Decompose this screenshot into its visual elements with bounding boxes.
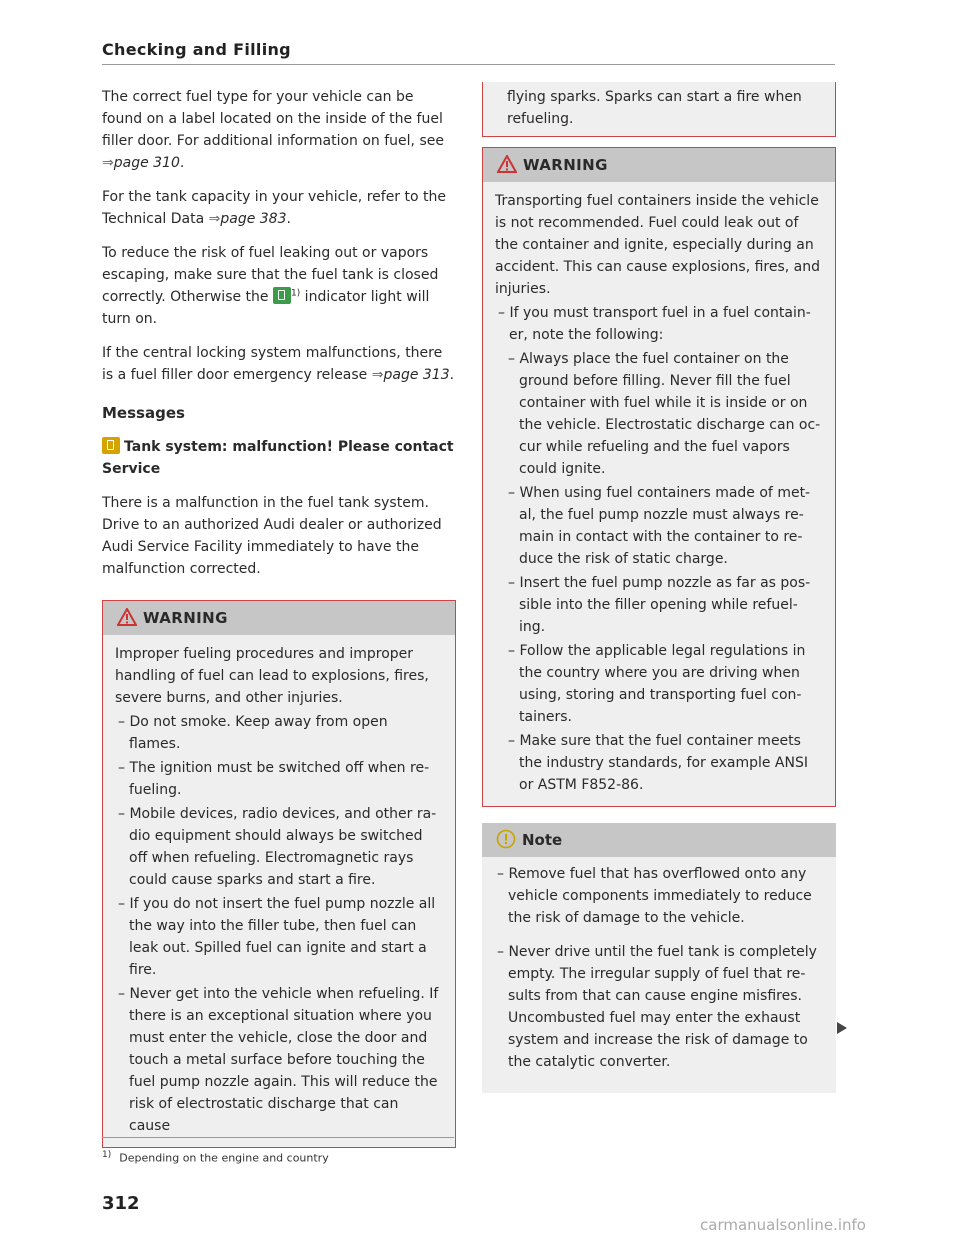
fuel-warning-icon	[102, 437, 120, 454]
warning-continuation: flying sparks. Sparks can start a fire when refueling.	[482, 82, 836, 137]
section-title: Checking and Filling	[102, 40, 291, 59]
paragraph-fuel-tank-closed: To reduce the risk of fuel leaking out or vapors escaping, make sure that the fuel tank is closed correctly. Otherwise the $^{1)}$ indicator light will turn on.	[102, 245, 439, 327]
warning-subitem: – When using fuel containers made of met-al, the fuel pump nozzle must always re-main in contact with the container to re-duce the risk of static charge.	[508, 485, 811, 567]
message-title: Tank system: malfunction! Please contact Service	[102, 439, 454, 477]
note-item: – Never drive until the fuel tank is completely empty. The irregular supply of fuel that re-sults from that can cause engine misfires. Uncombusted fuel may enter the exhaust system and increase the risk of damage to the catalytic converter.	[497, 944, 817, 1070]
warning-intro: Transporting fuel containers inside the vehicle is not recommended. Fuel could leak out of the container and ignite, especially during an accident. This can cause explosions, fires, and injuries.	[495, 193, 821, 297]
right-column	[482, 86, 836, 1093]
paragraph-emergency-release: If the central locking system malfunctions, there is a fuel filler door emergency release ⇒page 313.	[102, 345, 455, 383]
footnote: $^{1)}$ Depending on the engine and country	[102, 1150, 329, 1165]
note-box	[482, 823, 836, 1093]
left-column	[102, 86, 456, 1148]
fuel-indicator-icon	[273, 287, 291, 304]
warning-box	[482, 147, 836, 807]
note-header: Note	[482, 823, 836, 857]
message-body: There is a malfunction in the fuel tank system. Drive to an authorized Audi dealer or authorized Audi Service Facility immediately to have the malfunction corrected.	[102, 495, 442, 577]
note-body	[482, 857, 836, 1093]
page-number: 312	[102, 1193, 140, 1214]
warning-subitem: – Always place the fuel container on the ground before filling. Never fill the fuel container with fuel while it is inside or on the vehicle. Electrostatic discharge can oc-cur while refueling and the fuel vapors could ignite.	[508, 351, 821, 477]
warning-box	[102, 600, 456, 1148]
warning-subitem: – Follow the applicable legal regulations in the country where you are driving when using, storing and transporting fuel con-tainers.	[508, 643, 806, 725]
arrow-right-icon: ⇒	[208, 211, 221, 227]
warning-triangle-icon	[497, 155, 517, 173]
warning-item: – Never get into the vehicle when refueling. If there is an exceptional situation where you must enter the vehicle, close the door and touch a metal surface before touching the fuel pump nozzle again. This will reduce the risk of electrostatic discharge that can cause	[118, 986, 439, 1134]
warning-item: – Mobile devices, radio devices, and other ra-dio equipment should always be switched off when refueling. Electromagnetic rays could cause sparks and start a fire.	[118, 806, 437, 888]
footnote-divider	[102, 1137, 454, 1138]
note-item: – Remove fuel that has overflowed onto any vehicle components immediately to reduce the risk of damage to the vehicle.	[497, 866, 812, 926]
messages-heading: Messages	[102, 404, 185, 422]
warning-subitem: – Insert the fuel pump nozzle as far as pos-sible into the filler opening while refuel-ing.	[508, 575, 811, 635]
paragraph-tank-capacity: For the tank capacity in your vehicle, refer to the Technical Data ⇒page 383.	[102, 189, 446, 227]
warning-item: – Do not smoke. Keep away from open flames.	[118, 714, 388, 752]
warning-item: – If you do not insert the fuel pump nozzle all the way into the filler tube, then fuel can leak out. Spilled fuel can ignite and start a fire.	[118, 896, 436, 978]
page-ref-link[interactable]: ⇒page 313	[371, 367, 450, 383]
warning-item: – The ignition must be switched off when re-fueling.	[118, 760, 430, 798]
arrow-right-icon: ⇒	[371, 367, 384, 383]
warning-item: – If you must transport fuel in a fuel contain-er, note the following:	[498, 305, 811, 343]
warning-header: WARNING	[103, 601, 455, 635]
arrow-right-icon: ⇒	[102, 155, 114, 171]
header-divider	[102, 64, 835, 65]
warning-body	[103, 635, 455, 1147]
warning-body	[483, 182, 835, 806]
warning-intro: Improper fueling procedures and improper handling of fuel can lead to explosions, fires, severe burns, and other injuries.	[115, 646, 429, 706]
watermark: carmanualsonline.info	[700, 1216, 866, 1234]
page-ref-link[interactable]: ⇒page 383	[208, 211, 287, 227]
page-ref-link[interactable]: ⇒page 310	[102, 155, 180, 171]
warning-triangle-icon	[117, 608, 137, 626]
warning-header: WARNING	[483, 148, 835, 182]
continue-arrow-icon	[837, 1022, 847, 1034]
info-circle-icon	[496, 829, 516, 849]
warning-subitem: – Make sure that the fuel container meets the industry standards, for example ANSI or ASTM F852-86.	[508, 733, 808, 793]
paragraph-fuel-type: The correct fuel type for your vehicle can be found on a label located on the inside of the fuel filler door. For additional information on fuel, see ⇒page 310.	[102, 89, 444, 171]
